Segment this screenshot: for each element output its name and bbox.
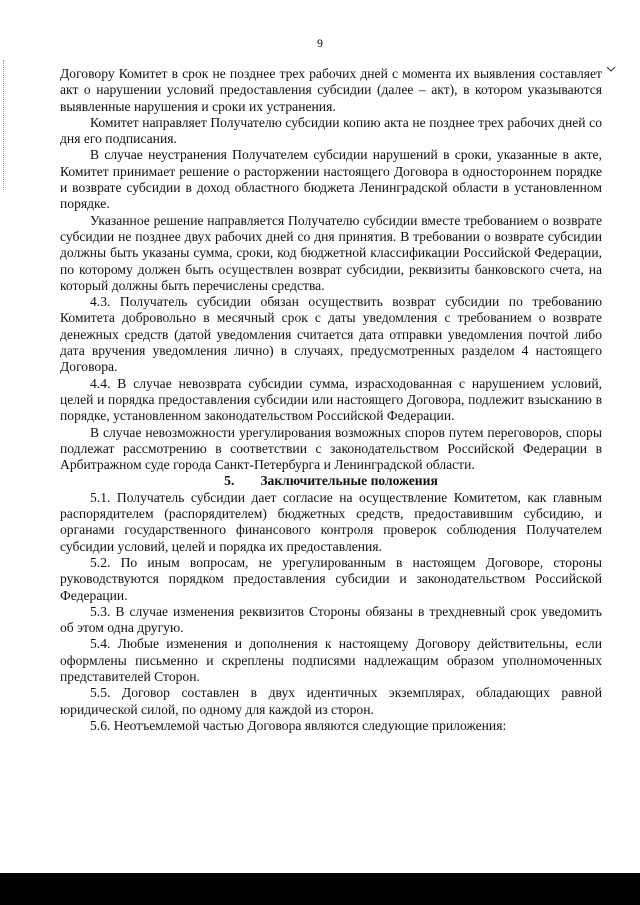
paragraph-5-3: 5.3. В случае изменения реквизитов Стороны обязаны в трехдневный срок уведомить об этом одна другую.	[60, 603, 602, 636]
paragraph: Указанное решение направляется Получателю субсидии вместе требованием о возврате субсидии не позднее двух рабочих дней со дня принятия. В требовании о возврате субсидии должны быть указаны сумма, сроки, код бюджетной классификации Российской Федерации, по которому должен быть осуществлен возврат субсидии, реквизиты банковского счета, на который должны быть перечислены средства.	[60, 212, 602, 293]
paragraph-5-6: 5.6. Неотъемлемой частью Договора являются следующие приложения:	[90, 717, 507, 733]
paragraph-5-5: 5.5. Договор составлен в двух идентичных экземплярах, обладающих равной юридической силой, по одному для каждой из сторон.	[60, 685, 602, 717]
scan-artifact-mark	[606, 66, 616, 72]
document-body	[60, 66, 602, 734]
paragraph: Комитет направляет Получателю субсидии копию акта не позднее трех рабочих дней со дня его подписания.	[60, 114, 602, 147]
paragraph-5-2: 5.2. По иным вопросам, не урегулированным в настоящем Договоре, стороны руководствуются порядком предоставления субсидии и законодательством Российской Федерации.	[60, 554, 602, 603]
paragraph-4-3: 4.3. Получатель субсидии обязан осуществить возврат субсидии по требованию Комитета добровольно в месячный срок с даты уведомления с требованием о возврате денежных средств (датой уведомления считается дата отправки уведомления почтой либо дата вручения уведомления лично) в случаях, предусмотренных разделом 4 настоящего Договора.	[60, 294, 602, 375]
section-title: Заключительные положения	[260, 473, 438, 489]
section-number: 5.	[224, 473, 235, 489]
section-heading	[60, 473, 602, 489]
paragraph: Договору Комитет в срок не позднее трех рабочих дней с момента их выявления составляет акт о нарушении условий предоставления субсидии (далее – акт), в котором указываются выявленные нарушения и сроки их устранения.	[60, 66, 602, 114]
scan-margin-marks	[3, 60, 6, 190]
paragraph-4-4: 4.4. В случае невозврата субсидии сумма, израсходованная с нарушением условий, целей и порядка предоставления субсидии или настоящего Договора, подлежит взысканию в порядке, установленном законодательством Российской Федерации.	[60, 375, 602, 424]
paragraph: В случае невозможности урегулирования возможных споров путем переговоров, споры подлежат рассмотрению в соответствии с законодательством Российской Федерации в Арбитражном суде города Санкт-Петербурга и Ленинградской области.	[60, 424, 602, 473]
paragraph-5-4: 5.4. Любые изменения и дополнения к настоящему Договору действительны, если оформлены письменно и скреплены подписями надлежащим образом уполномоченных представителей Сторон.	[60, 636, 602, 684]
paragraph: В случае неустранения Получателем субсидии нарушений в сроки, указанные в акте, Комитет принимает решение о расторжении настоящего Договора в одностороннем порядке и возврате субсидии в доход областного бюджета Ленинградской области в установленном порядке.	[60, 147, 602, 212]
paragraph-5-1: 5.1. Получатель субсидии дает согласие на осуществление Комитетом, как главным распорядителем (распорядителем) бюджетных средств, предоставившим субсидию, и органами государственного финансового контроля проверок соблюдения Получателем субсидии условий, целей и порядка их предоставления.	[60, 489, 602, 554]
page-number: 9	[317, 36, 323, 50]
scan-bottom-edge	[0, 873, 640, 905]
